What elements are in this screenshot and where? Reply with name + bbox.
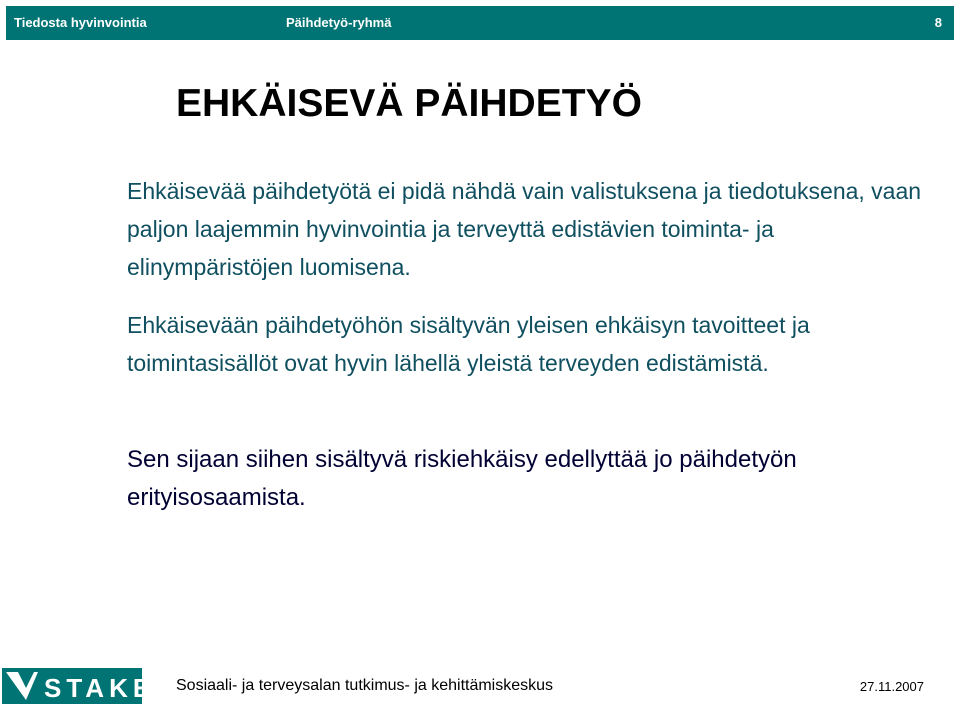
slide-title: EHKÄISEVÄ PÄIHDETYÖ <box>176 82 642 125</box>
paragraph-1: Ehkäisevää päihdetyötä ei pidä nähdä vain valistuksena ja tiedotuksena, vaan paljon laajemmin hyvinvointia ja terveyttä edistävien toiminta- ja elinympäristöjen luomisena. <box>127 178 922 280</box>
paragraph-2: Ehkäisevään päihdetyöhön sisältyvän yleisen ehkäisyn tavoitteet ja toimintasisällöt ovat hyvin lähellä yleistä terveyden edistämistä. <box>127 312 810 376</box>
footer-date: 27.11.2007 <box>859 679 924 694</box>
paragraph-3: Sen sijaan siihen sisältyvä riskiehkäisy edellyttää jo päihdetyön erityisosaamista. <box>127 446 797 511</box>
stakes-logo <box>2 668 178 704</box>
footer-organization: Sosiaali- ja terveysalan tutkimus- ja kehittämiskeskus <box>176 677 554 694</box>
stakes-logo-mark <box>2 668 178 704</box>
header-bar <box>6 6 954 40</box>
header-center-text: Päihdetyö-ryhmä <box>286 15 392 30</box>
header-left-text: Tiedosta hyvinvointia <box>14 15 147 30</box>
page-number: 8 <box>934 15 942 30</box>
stakes-logo-text: STAKES <box>44 673 178 703</box>
